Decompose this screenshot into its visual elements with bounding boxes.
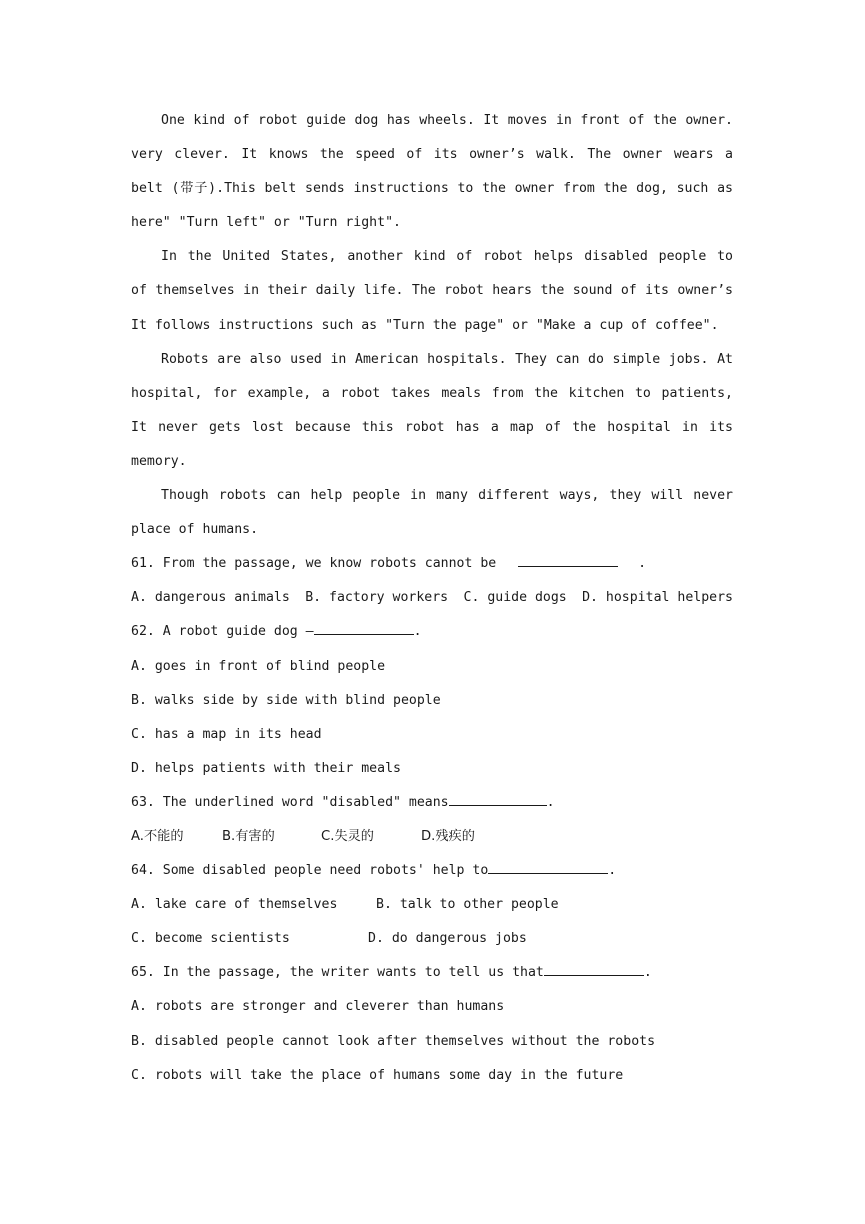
option-b[interactable]: B. factory workers [305,590,449,606]
question-64 [131,854,733,956]
question-stem-text: 65. In the passage, the writer wants to tell us that [131,965,544,981]
option-a[interactable]: A. dangerous animals [131,590,290,606]
option-b[interactable]: B.有害的 [222,828,275,844]
option-b[interactable]: B. disabled people cannot look after themselves without the robots [131,1033,656,1049]
option-row [131,922,733,956]
passage-line: It follows instructions such as "Turn the page" or "Make a cup of coffee". [131,317,719,333]
question-stem-text: 64. Some disabled people need robots' help to [131,863,489,879]
question-stem [131,615,733,649]
passage-paragraph-2 [131,240,733,342]
question-stem [131,854,733,888]
answer-blank[interactable] [544,961,644,976]
passage-line: It never gets lost because this robot has a map of the hospital in its [131,419,733,435]
answer-blank[interactable] [488,859,608,874]
option-row [131,581,733,615]
question-stem-tail: . [608,863,617,879]
passage-paragraph-1 [131,104,733,240]
option-c[interactable]: C.失灵的 [321,828,374,844]
passage-line: belt (带子).This belt sends instructions to the owner from the dog, such as [131,181,733,197]
question-stem [131,547,733,581]
question-63 [131,786,733,854]
option-c[interactable]: C. become scientists [131,931,290,947]
option-a[interactable]: A. goes in front of blind people [131,658,386,674]
question-stem-tail: . [643,965,652,981]
option-a[interactable]: A.不能的 [131,828,184,844]
passage-paragraph-3 [131,343,733,479]
option-c[interactable]: C. robots will take the place of humans some day in the future [131,1067,624,1083]
question-61 [131,547,733,615]
option-a[interactable]: A. lake care of themselves [131,897,338,913]
question-stem-tail: . [638,556,647,572]
question-stem-text: 62. A robot guide dog — [131,624,314,640]
passage-line: In the United States, another kind of robot helps disabled people to [161,249,733,265]
option-b[interactable]: B. walks side by side with blind people [131,692,441,708]
answer-blank[interactable] [518,552,618,567]
answer-blank[interactable] [314,620,414,635]
option-c[interactable]: C. has a map in its head [131,726,322,742]
document-content [131,104,733,1093]
question-stem-tail: . [413,624,422,640]
passage-line: of themselves in their daily life. The robot hears the sound of its owner’s [131,283,733,299]
passage-line: Robots are also used in American hospitals. They can do simple jobs. At [161,351,733,367]
option-d[interactable]: D.残疾的 [421,828,475,844]
question-stem-tail: . [546,794,555,810]
answer-blank[interactable] [449,791,547,806]
option-row [131,888,733,922]
option-b[interactable]: B. talk to other people [376,897,559,913]
passage-line: memory. [131,453,187,469]
option-c[interactable]: C. guide dogs [463,590,567,606]
question-62 [131,615,733,785]
question-stem-text: 61. From the passage, we know robots cannot be [131,556,497,572]
question-stem [131,786,733,820]
passage-paragraph-4 [131,479,733,547]
question-stem [131,956,733,990]
passage-line: Though robots can help people in many different ways, they will never [161,488,733,504]
passage-line: hospital, for example, a robot takes meals from the kitchen to patients, [131,385,733,401]
passage-line: very clever. It knows the speed of its owner’s walk. The owner wears a [131,147,733,163]
passage-line: place of humans. [131,522,259,538]
option-d[interactable]: D. hospital helpers [582,590,733,606]
question-65 [131,956,733,1092]
option-d[interactable]: D. helps patients with their meals [131,760,401,776]
passage-line: One kind of robot guide dog has wheels. It moves in front of the owner. [161,113,733,128]
passage-line: here" "Turn left" or "Turn right". [131,215,401,231]
option-d[interactable]: D. do dangerous jobs [368,931,527,947]
option-a[interactable]: A. robots are stronger and cleverer than humans [131,999,505,1015]
question-stem-text: 63. The underlined word "disabled" means [131,794,449,810]
option-row [131,820,733,854]
